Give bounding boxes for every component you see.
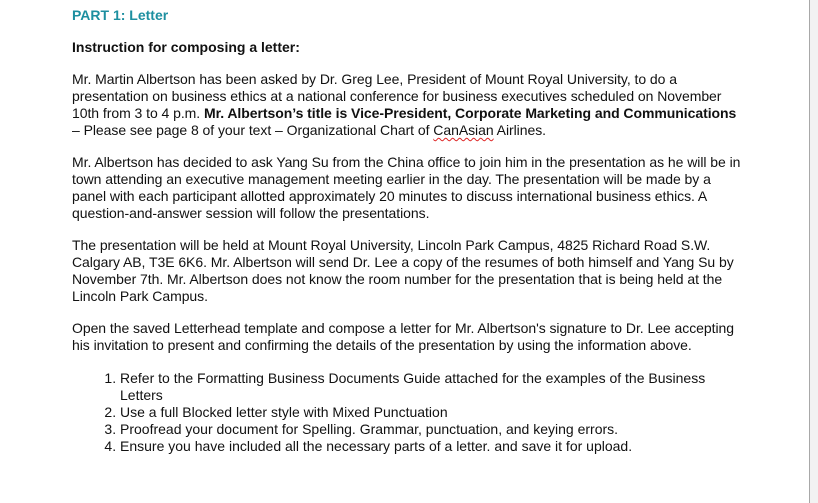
list-item: 4. Ensure you have included all the necessary parts of a letter. and save it for upload.: [120, 438, 744, 455]
window-right-border: [809, 0, 818, 503]
paragraph-task-instruction: Open the saved Letterhead template and compose a letter for Mr. Albertson's signature to Dr. Lee accepting his invitation to present and confirming the details of the presentation by using the information above.: [72, 320, 734, 353]
paragraph1-text-b: – Please see page 8 of your text – Organizational Chart of: [72, 122, 434, 138]
list-item: 2. Use a full Blocked letter style with Mixed Punctuation: [120, 404, 744, 421]
list-item: 1. Refer to the Formatting Business Documents Guide attached for the examples of the Business Letters: [120, 370, 744, 404]
paragraph1-bold-title: Mr. Albertson’s title is Vice-President, Corporate Marketing and Communications: [203, 105, 737, 121]
paragraph-conference-request: [72, 71, 744, 139]
instruction-list: [72, 370, 744, 455]
list-item: 3. Proofread your document for Spelling. Grammar, punctuation, and keying errors.: [120, 421, 744, 438]
document-content: [72, 6, 744, 455]
spellcheck-flagged-word[interactable]: CanAsian: [433, 122, 494, 138]
paragraph1-text-c: Airlines.: [493, 122, 547, 138]
instruction-heading: Instruction for composing a letter:: [72, 39, 300, 55]
paragraph1-text-a: Mr. Martin Albertson has been asked by Dr. Greg Lee, President of Mount Royal University, to do a presentation on business ethics at a national conference for business executives scheduled on November 10th from 3 to 4 p.m.: [72, 71, 722, 121]
part-heading: PART 1: Letter: [72, 7, 169, 23]
paragraph-panel-details: Mr. Albertson has decided to ask Yang Su from the China office to join him in the presentation as he will be in town attending an executive management meeting earlier in the day. The presentation will be made by a panel with each participant allotted approximately 20 minutes to discuss international business ethics. A question-and-answer session will follow the presentations.: [72, 154, 741, 221]
paragraph-location-details: The presentation will be held at Mount Royal University, Lincoln Park Campus, 4825 Richard Road S.W. Calgary AB, T3E 6K6. Mr. Albertson will send Dr. Lee a copy of the resumes of both himself and Yang Su by November 7th. Mr. Albertson does not know the room number for the presentation that is being held at the Lincoln Park Campus.: [72, 237, 734, 304]
